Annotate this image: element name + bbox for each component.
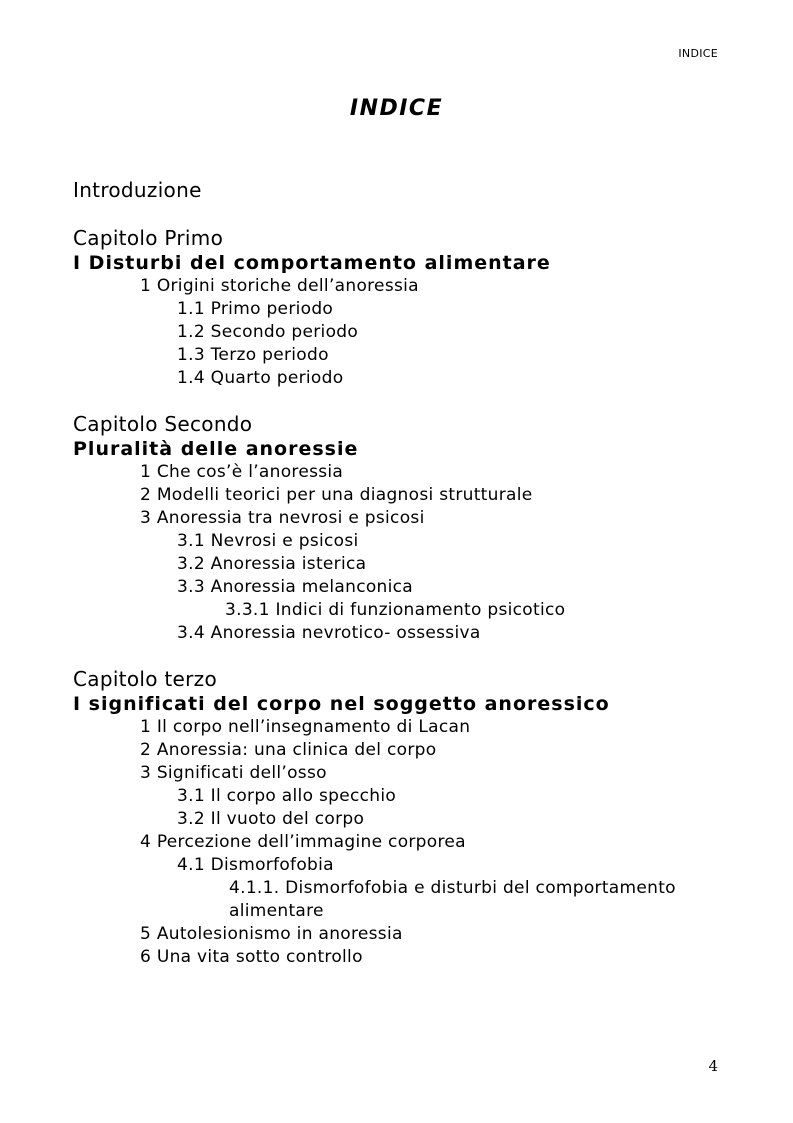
page-title: INDICE <box>349 96 444 121</box>
toc-entry: 1 Il corpo nell’insegnamento di Lacan <box>140 717 471 737</box>
toc-entry: 3.2 Anoressia isterica <box>177 554 367 574</box>
chapter-title: Pluralità delle anoressie <box>73 438 359 460</box>
table-of-contents <box>73 176 733 991</box>
toc-entry-continuation: alimentare <box>229 901 324 921</box>
toc-entry: 1.1 Primo periodo <box>177 299 334 319</box>
running-header: INDICE <box>678 47 718 60</box>
toc-entry: 3 Anoressia tra nevrosi e psicosi <box>140 508 425 528</box>
chapter-label: Capitolo Primo <box>73 226 224 250</box>
chapter-2 <box>73 412 733 645</box>
toc-entry: 1.4 Quarto periodo <box>177 368 344 388</box>
chapter-label: Capitolo terzo <box>73 667 218 691</box>
chapter-title: I significati del corpo nel soggetto anoressico <box>73 693 610 715</box>
toc-entry: 3.3.1 Indici di funzionamento psicotico <box>225 600 566 620</box>
toc-entry: 3.2 Il vuoto del corpo <box>177 809 365 829</box>
chapter-1 <box>73 226 733 390</box>
toc-entry: 1 Origini storiche dell’anoressia <box>140 276 419 296</box>
chapter-3 <box>73 667 733 969</box>
toc-entry: 1 Che cos’è l’anoressia <box>140 462 344 482</box>
toc-entry: 2 Anoressia: una clinica del corpo <box>140 740 437 760</box>
page-number: 4 <box>708 1057 718 1075</box>
toc-entry: 5 Autolesionismo in anoressia <box>140 924 403 944</box>
toc-entry: 3 Significati dell’osso <box>140 763 327 783</box>
toc-entry: 4 Percezione dell’immagine corporea <box>140 832 466 852</box>
toc-entry: 3.1 Nevrosi e psicosi <box>177 531 359 551</box>
toc-entry: 4.1 Dismorfofobia <box>177 855 334 875</box>
chapter-title: I Disturbi del comportamento alimentare <box>73 252 551 274</box>
toc-entry: 1.3 Terzo periodo <box>177 345 329 365</box>
toc-introduction: Introduzione <box>73 178 202 202</box>
toc-entry: 6 Una vita sotto controllo <box>140 947 363 967</box>
toc-entry: 4.1.1. Dismorfofobia e disturbi del comportamento <box>229 878 676 898</box>
toc-entry: 3.1 Il corpo allo specchio <box>177 786 397 806</box>
toc-entry: 3.3 Anoressia melanconica <box>177 577 414 597</box>
toc-entry: 1.2 Secondo periodo <box>177 322 359 342</box>
toc-entry: 3.4 Anoressia nevrotico- ossessiva <box>177 623 481 643</box>
toc-entry: 2 Modelli teorici per una diagnosi strutturale <box>140 485 533 505</box>
chapter-label: Capitolo Secondo <box>73 412 253 436</box>
